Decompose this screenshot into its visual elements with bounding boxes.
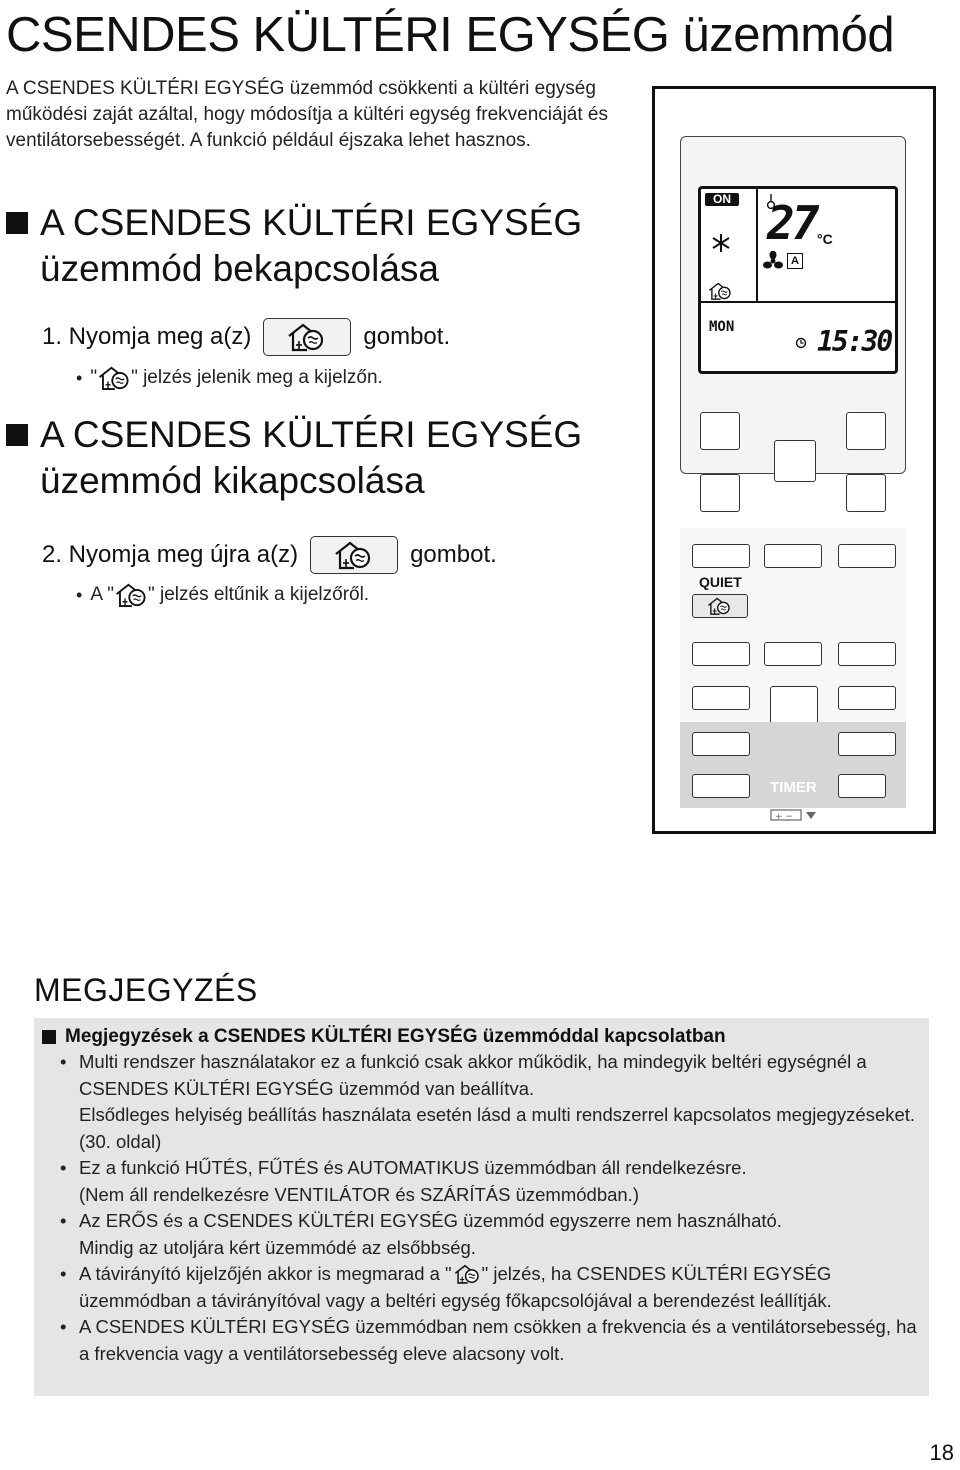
note-item bbox=[60, 1155, 920, 1208]
snowflake-icon bbox=[711, 233, 731, 253]
note-subheading-text: Megjegyzések a CSENDES KÜLTÉRI EGYSÉG üzemmóddal kapcsolatban bbox=[65, 1026, 726, 1047]
note-subheading bbox=[42, 1024, 726, 1050]
remote-control-illustration bbox=[652, 86, 936, 834]
quiet-outdoor-unit-icon bbox=[452, 1263, 482, 1285]
battery-icon bbox=[770, 808, 820, 822]
note-item-suffix: " jelzés, ha CSENDES KÜLTÉRI EGYSÉG üzemmódban a távirányítóval vagy a beltéri egység főkapcsolójával a berendezést leállítják. bbox=[79, 1263, 832, 1311]
note-heading: MEGJEGYZÉS bbox=[34, 972, 258, 1008]
remote-button-swing bbox=[838, 544, 896, 568]
lcd-temperature: 27 bbox=[767, 196, 817, 250]
step-1-bullet: • " " jelzés jelenik meg a kijelzőn. bbox=[76, 364, 383, 392]
clock-icon bbox=[795, 337, 807, 349]
note-item-text: • Multi rendszer használatakor ez a funkció csak akkor működik, ha mindegyik beltéri egységnél a CSENDES KÜLTÉRI EGYSÉG üzemmód van beállítva. bbox=[79, 1051, 867, 1099]
remote-button-fan bbox=[764, 544, 822, 568]
step-1-suffix: gombot. bbox=[363, 323, 451, 350]
bullet-suffix: " jelzés jelenik meg a kijelzőn. bbox=[131, 367, 383, 388]
remote-button-power bbox=[700, 412, 740, 450]
remote-button-mode bbox=[692, 544, 750, 568]
remote-quiet-button bbox=[692, 594, 748, 618]
quiet-label: QUIET bbox=[699, 574, 742, 590]
note-list bbox=[60, 1049, 920, 1367]
quiet-outdoor-unit-icon bbox=[707, 281, 733, 301]
note-item-text bbox=[79, 1261, 920, 1314]
note-item bbox=[60, 1049, 920, 1155]
lcd-time: 15:30 bbox=[817, 325, 892, 358]
lcd-temp-unit: °C bbox=[817, 231, 833, 247]
note-item-text: Elsődleges helyiség beállítás használata esetén lásd a multi rendszerrel kapcsolatos megjegyzéseket. (30. oldal) bbox=[79, 1104, 916, 1152]
section-heading-on-line2: üzemmód bekapcsolása bbox=[40, 248, 439, 289]
quiet-outdoor-unit-icon bbox=[286, 321, 326, 353]
remote-button-row3-left bbox=[692, 642, 750, 666]
note-item-text: • Az ERŐS és a CSENDES KÜLTÉRI EGYSÉG üzemmód egyszerre nem használható. bbox=[79, 1210, 782, 1231]
section-heading-on bbox=[6, 200, 626, 292]
section-heading-off bbox=[6, 412, 626, 504]
step-1 bbox=[42, 318, 450, 356]
lcd-fan-auto: A bbox=[787, 253, 803, 269]
remote-button-powerful bbox=[846, 412, 886, 450]
quiet-button-illustration bbox=[263, 318, 351, 356]
remote-button-row3-mid bbox=[764, 642, 822, 666]
intro-paragraph: A CSENDES KÜLTÉRI EGYSÉG üzemmód csökkenti a kültéri egység működési zaját azáltal, hogy módosítja a kültéri egység frekvenciáját és ventilátorsebességét. A funkció például éjszaka lehet hasznos. bbox=[6, 78, 608, 151]
note-item-text: (Nem áll rendelkezésre VENTILÁTOR és SZÁRÍTÁS üzemmódban.) bbox=[79, 1183, 639, 1205]
note-box bbox=[34, 1018, 929, 1396]
page-title: CSENDES KÜLTÉRI EGYSÉG üzemmód bbox=[6, 8, 895, 62]
step-2-label: 2. Nyomja meg újra a(z) bbox=[42, 541, 299, 568]
page-number: 18 bbox=[929, 1440, 954, 1465]
remote-button-timer-on bbox=[692, 732, 750, 756]
on-badge: ON bbox=[705, 193, 739, 206]
remote-button-temp-down bbox=[700, 474, 740, 512]
remote-button-center bbox=[774, 440, 816, 482]
quiet-outdoor-unit-icon bbox=[706, 596, 732, 616]
remote-button-timer-set bbox=[838, 774, 886, 798]
fan-icon bbox=[763, 251, 783, 271]
remote-button-timer-off bbox=[838, 732, 896, 756]
square-bullet-icon bbox=[6, 212, 28, 234]
step-2 bbox=[42, 536, 497, 574]
step-1-label: 1. Nyomja meg a(z) bbox=[42, 323, 252, 350]
lcd-day: MON bbox=[709, 319, 735, 335]
section-heading-off-line1: A CSENDES KÜLTÉRI EGYSÉG bbox=[40, 414, 583, 455]
timer-label: TIMER bbox=[770, 779, 817, 796]
step-2-bullet: • A " " jelzés eltűnik a kijelzőről. bbox=[76, 581, 369, 609]
remote-button-row4-left bbox=[692, 686, 750, 710]
bullet-suffix: " jelzés eltűnik a kijelzőről. bbox=[147, 584, 370, 605]
note-item-text: • Ez a funkció HŰTÉS, FŰTÉS és AUTOMATIKUS üzemmódban áll rendelkezésre. bbox=[79, 1157, 747, 1178]
quiet-outdoor-unit-icon bbox=[97, 364, 131, 392]
note-item-prefix: A távirányító kijelzőjén akkor is megmarad a " bbox=[79, 1263, 452, 1284]
note-item-text: Mindig az utoljára kért üzemmódé az elsőbbség. bbox=[79, 1236, 476, 1258]
svg-text:+ −: + − bbox=[775, 812, 793, 822]
quiet-outdoor-unit-icon bbox=[333, 539, 373, 571]
remote-button-temp-up bbox=[846, 474, 886, 512]
quiet-outdoor-unit-icon bbox=[114, 581, 148, 609]
square-bullet-icon bbox=[6, 424, 28, 446]
section-heading-off-line2: üzemmód kikapcsolása bbox=[40, 460, 425, 501]
square-bullet-icon bbox=[42, 1030, 56, 1044]
remote-button-row3-right bbox=[838, 642, 896, 666]
bullet-prefix: A " bbox=[90, 584, 114, 605]
step-2-suffix: gombot. bbox=[410, 541, 497, 568]
note-item bbox=[60, 1314, 920, 1367]
quiet-button-illustration bbox=[310, 536, 398, 574]
note-item bbox=[60, 1208, 920, 1261]
bullet-prefix: " bbox=[90, 367, 98, 388]
lcd-screen bbox=[698, 186, 898, 374]
remote-button-row4-right bbox=[838, 686, 896, 710]
section-heading-on-line1: A CSENDES KÜLTÉRI EGYSÉG bbox=[40, 202, 583, 243]
note-item bbox=[60, 1261, 920, 1314]
remote-button-timer-cancel bbox=[692, 774, 750, 798]
note-item-text: • A CSENDES KÜLTÉRI EGYSÉG üzemmódban nem csökken a frekvencia és a ventilátorsebesség, ha a frekvencia vagy a ventilátorsebesség eleve alacsony volt. bbox=[79, 1316, 917, 1364]
